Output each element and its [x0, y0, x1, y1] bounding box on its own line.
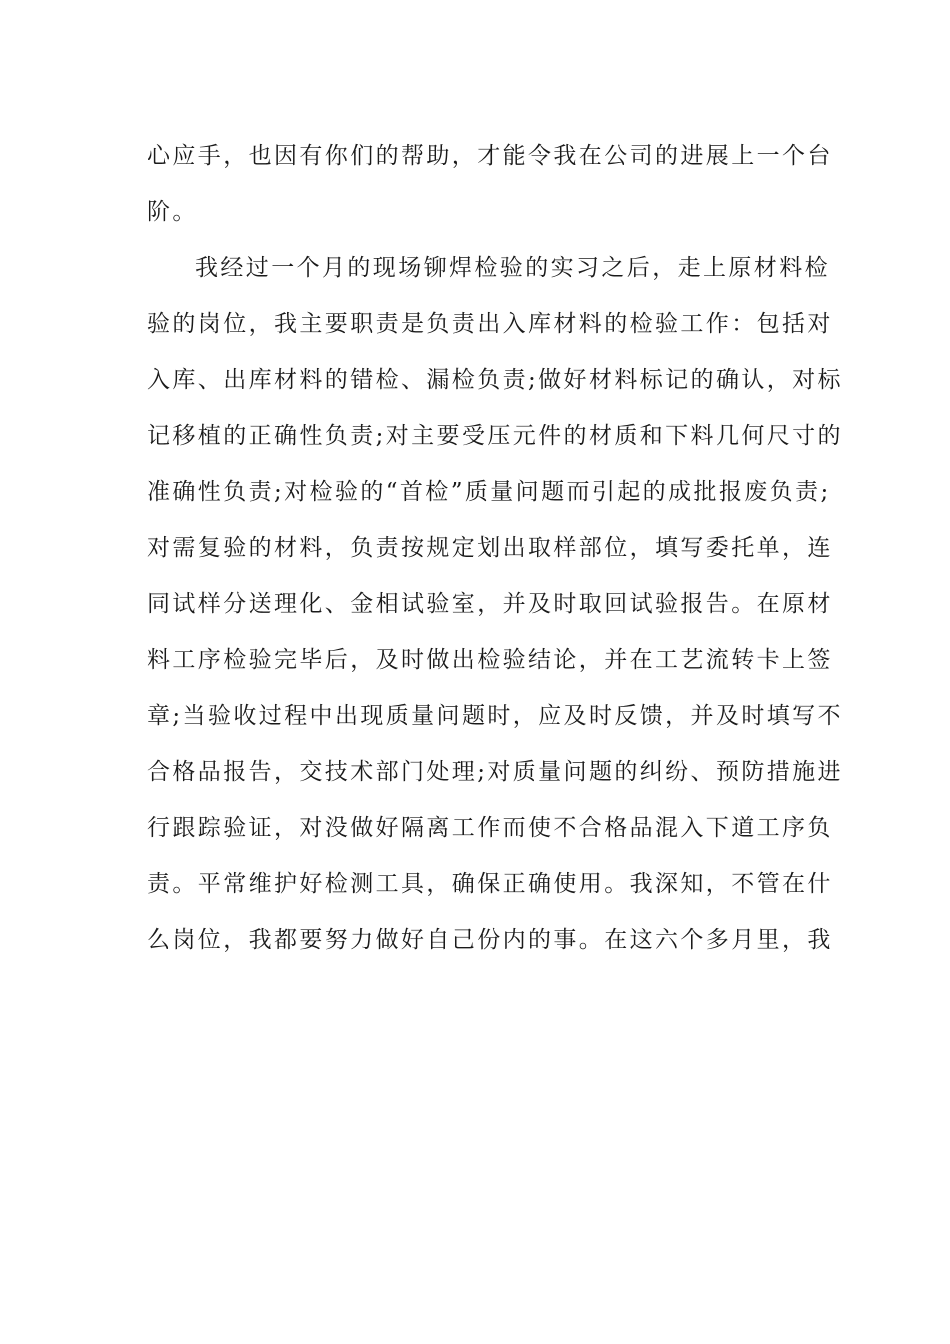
text-line: 么岗位，我都要努力做好自己份内的事。在这六个多月里，我: [147, 927, 833, 953]
text-line: 入库、出库材料的错检、漏检负责;做好材料标记的确认，对标: [147, 367, 843, 393]
text-line: 验的岗位，我主要职责是负责出入库材料的检验工作：包括对: [147, 311, 833, 337]
text-line: 对需复验的材料，负责按规定划出取样部位，填写委托单，连: [147, 535, 833, 561]
text-line: 责。平常维护好检测工具，确保正确使用。我深知，不管在什: [147, 871, 833, 897]
text-line: 同试样分送理化、金相试验室，并及时取回试验报告。在原材: [147, 591, 833, 617]
text-line: 记移植的正确性负责;对主要受压元件的材质和下料几何尺寸的: [147, 423, 843, 449]
text-line: 章;当验收过程中出现质量问题时，应及时反馈，并及时填写不: [147, 703, 843, 729]
body-text: [147, 128, 843, 968]
text-line: 合格品报告，交技术部门处理;对质量问题的纠纷、预防措施进: [147, 759, 843, 785]
paragraph-first-line: 我经过一个月的现场铆焊检验的实习之后，走上原材料检: [195, 255, 830, 281]
text-line: 准确性负责;对检验的“首检”质量问题而引起的成批报废负责;: [147, 479, 831, 505]
text-line: 料工序检验完毕后，及时做出检验结论，并在工艺流转卡上签: [147, 647, 833, 673]
text-line: 行跟踪验证，对没做好隔离工作而使不合格品混入下道工序负: [147, 815, 833, 841]
text-line: 心应手，也因有你们的帮助，才能令我在公司的进展上一个台: [147, 143, 833, 169]
text-line: 阶。: [147, 199, 198, 225]
